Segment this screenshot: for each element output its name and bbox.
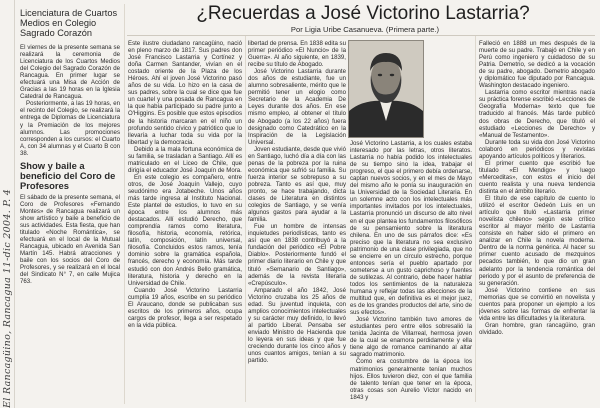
choir-paragraph: El sábado de la presente semana, el Coro de Profesores «Fernando Montes» de Rancagua realizará un show artístico y baile a beneficio de sus actividades. Esta fiesta, que han titulado «Noche Romántica», se efectuará en el local de la Mutual Rancagua, ubicado en Avenida San Martín 145. Habrá atracciones y baile con los socios del Coro de Profesores, y se realizará en el local del Sindicato N° 7, en calle Mujica 763. [20,193,120,286]
article-byline: Por Ligia Uribe Casanueva. (Primera parte.) [290,25,440,34]
article-column-1 [128,40,242,402]
article-paragraph: El título de ese capítulo de cuento lo utilizó el escritor Gedeón Luis en un artículo que tituló «Lastarria primer novelista chileno» según este crítico escritor al mayor mérito de Lastarria consiste en haber sido el primero en analizar en Chile la novela moderna. Dentro de la norma genérica. Al hacer su primer cuento acusado de mezquinos pecados también, lo que dio un gran adelanto por la tendencia romántica del periodo y por el asunto de preferencia de su generación. [479,195,595,287]
article-paragraph: Fue un hombre de intensas inquietudes periodísticas, tanto es así que en 1838 contribuyó a la fundación del periódico «El Pobre Diablo». Posteriormente fundó el primer diario literario en Chile y que tituló «Semanario de Santiago», además de la revista literaria «Crepúsculo». [248,223,346,287]
article-paragraph: Durante toda su vida don José Victorino colaboró en periódicos y revistas apoyando artículos políticos y literarios. [479,138,595,160]
article-paragraph: libertad de prensa. En 1838 edita su primer periódico «El Nuncio» de la Guerra». Al año siguiente, en 1839, recibe su título de Abogado. [248,40,346,69]
article-column-2 [248,40,346,402]
school-notice [20,44,120,157]
article-paragraph: Amparado el año 1842, José Victorino cruzaba los 25 años de edad. Su juventud inquieta, con amplios conocimientos intelectuales y su carácter muy definido, lo llevó al partido Liberal. Pensaba ser enviado Ministro de Hacienda que lo leyera en sus ideas y que fue creciendo durante los cinco años y unos cuantos amigos, tenían a su partido. [248,286,346,365]
article-paragraph: Lastarria como escritor mientras nacía su práctica forense escribió «Lecciones de Geografía Moderna» texto que fue traducido al francés. Más tarde publicó dos obras de Derecho, que tituló el estudiado «Lecciones de Derecho» y «Manual de Testamento». [479,89,595,139]
article-paragraph: Joven estudiante, desde que vivió en Santiago, luchó día a día con las penas de la pobreza por la ruina económica que sufrió su familia. Su fuerza interior se sobrepuso a su pobreza. Tanto es así que, muy pronto, se hace trabajando, dicta clases de Literatura en distintos colegios de Santiago, y se venía algunos gastos para ayudar a la familia. [248,145,346,224]
column-divider [475,36,476,402]
portrait-photo [348,40,424,138]
article-column-4 [479,40,595,402]
article-paragraph: Gran hombre, gran rancagüino, gran olvidado. [479,321,595,336]
article-paragraph: Este ilustre ciudadano rancagüino, nació en pleno marzo de 1817. Sus padres don José Francisco Lastarria y Cortínez y doña Carmen Santander, vivían en el costado oriente de la Plaza de los Héroes. Ahí el joven José Victorino pasó años de su vida. Lo hizo en la casa de sus padres, sobre la cual se dice que fue un cuartel y una posada de Rancagua en la que había participado su padre junto a O'Higgins. Es posible que estos episodios de la historia marcaran en el niño un profundo sentido cívico y patriótico que lo llevaría a luchar toda su vida por la libertad y la democracia. [128,40,242,146]
school-paragraph: Posteriormente, a las 19 horas, en el recinto del Colegio, se realizará la entrega de Diplomas de Licenciatura y la Premiación de los mejores alumnos. Las promociones corresponden a los cursos: el Cuarto A, con 34 alumnas y el Cuarto B con 38. [20,100,120,157]
article-paragraph: Debido a la mala fortuna económica de su familia, se trasladan a Santiago. Allí es matriculado en el Liceo de Chile, que dirigía el educador José Joaquín de Mora. [128,145,242,174]
article-paragraph: José Victorino Lastarria, a los cuales estaba interesado por las letras, otros literatos. Lastarria no había podido los intelectuales de su tiempo sino la idea, trabajar el progreso, el que el primero debía ordenarse, captan nuevos socios, y en el mes de Mayo del mismo año le ponía su inauguración en la Universidad de la Sociedad Literaria. En un solemne acto con los intelectuales más importantes invitados por los intelectuales, Lastarria pronunció un discurso de alto nivel en el que plantea los fundamentos filosóficos de su pensamiento sobre la literatura chilena. En uno de sus párrafos dice: «Es preciso que la literatura no sea exclusivo patrimonio de una clase privilegiada, que no se encierre en un círculo estrecho, porque entonces sería el pueblo apartado por someterse a un gusto caprichoso y fuentes de sutilezas. Al contrario, debe hacer hablar todos los sentimientos de la naturaleza humana y reflejar todas las afecciones de la multitud que, en definitiva es el mejor juez, es de los grandes productos del arte, sino de sus efectos». [350,140,472,317]
article-column-3 [350,140,472,402]
article-paragraph: José Victorino Lastarria durante dos años de estudiante, fue un alumno sobresaliente, mérito que le permitió tener un elogio como Secretario de la Academia De Leyes durante dos años. En ese mismo empleo, al obtener el título de Abogado (a los 22 años) fuera designado como Catedrático en la Inspiración de la Legislación Universal. [248,68,346,146]
choir-heading: Show y baile a beneficio del Coro de Profesores [20,159,116,191]
article-paragraph: Falleció en 1888 un mes después de la muerte de su padre. Trabajó en Chile y en Perú como ingeniero y cuidadoso de su Patria. Demetrio, se dedicó a la vocación de su padre, abogado. Demetrio abogado y diplomático fue diputado por Rancagua. Washington destacado ingeniero. [479,40,595,90]
portrait-image [349,41,423,137]
article-paragraph: Como era costumbre de la época los matrimonios generalmente tenían muchos hijos. Ellos tuvieron diez, con el que familia de talento tenían que tener en la época, otras cosas son Aurelio Víctor nacido en 1843 y [350,358,472,401]
sidebar-column [20,8,120,404]
column-divider [245,36,246,402]
school-paragraph: El viernes de la presente semana se realizará la ceremonia de Licenciatura de los Cuartos Medios del Colegio del Sagrado Corazón de Rancagua. En primer lugar se efectuará una Misa de Acción de Gracias a las 19 horas en la Iglesia Catedral de Rancagua. [20,44,120,101]
article-title: ¿Recuerdas a José Victorino Lastarria? [196,3,530,24]
column-divider [124,4,125,404]
title-rule [127,35,595,36]
school-heading: Licenciatura de Cuartos Medios en Colegio Sagrado Corazón [20,8,118,38]
handwritten-source-note: El Rancagüino, Rancagua 11-dic 2004. P. 4 [2,188,13,408]
article-paragraph: José Victorino contiene en sus memorias que se convirtió en novelista y cuentos para proponer un ejemplo a los jóvenes sobre las formas de enfrentar la vida entre las dificultades y la literatura. [479,286,595,322]
margin-strip [0,0,15,408]
choir-notice [20,194,120,286]
article-paragraph: José Victorino también tuvo amores de estudiantes pero entre ellos sobresalió la tenida Jacinta de Villarreal, hermosa joven de la cual se enamora perdidamente y ella tiene algo de romance caminando al altar sagrado matrimonio. [350,316,472,359]
article-paragraph: Cuando José Victorino Lastarria cumplía 19 años, escribe en su periódico El Araucano, donde se publicaban sus escritos de los primeros años, ocupa cargos de profesor, llega a ser respetado en la vida pública. [128,286,242,329]
article-paragraph: En este colegio es compañero, entre otros, de José Joaquín Vallejo, cuyo seudónimo era Jotabeche. Unos años más tarde ingresa al Instituto Nacional. Este plantel de estudios, lo tuvo en su época entre los alumnos más destacados. Allí estudió Derecho, que comprendía ramos como literatura, filosofía, historia, economía, retórica, latín, composición, latín universal, filosofía. Concluidos estos ramos, tenía dominio sobre la gramática española, francés, derecho y economía. Más tarde estudió con don Andrés Bello gramática, literatura, historia y derecho en la Universidad de Chile. [128,173,242,287]
article-paragraph: El primer cuento que escribió fue titulado «El Mendigo» y luego «Merceditas», con estos el inicio del cuento realista y una nueva tendencia distinta en el ámbito literario. [479,159,595,195]
